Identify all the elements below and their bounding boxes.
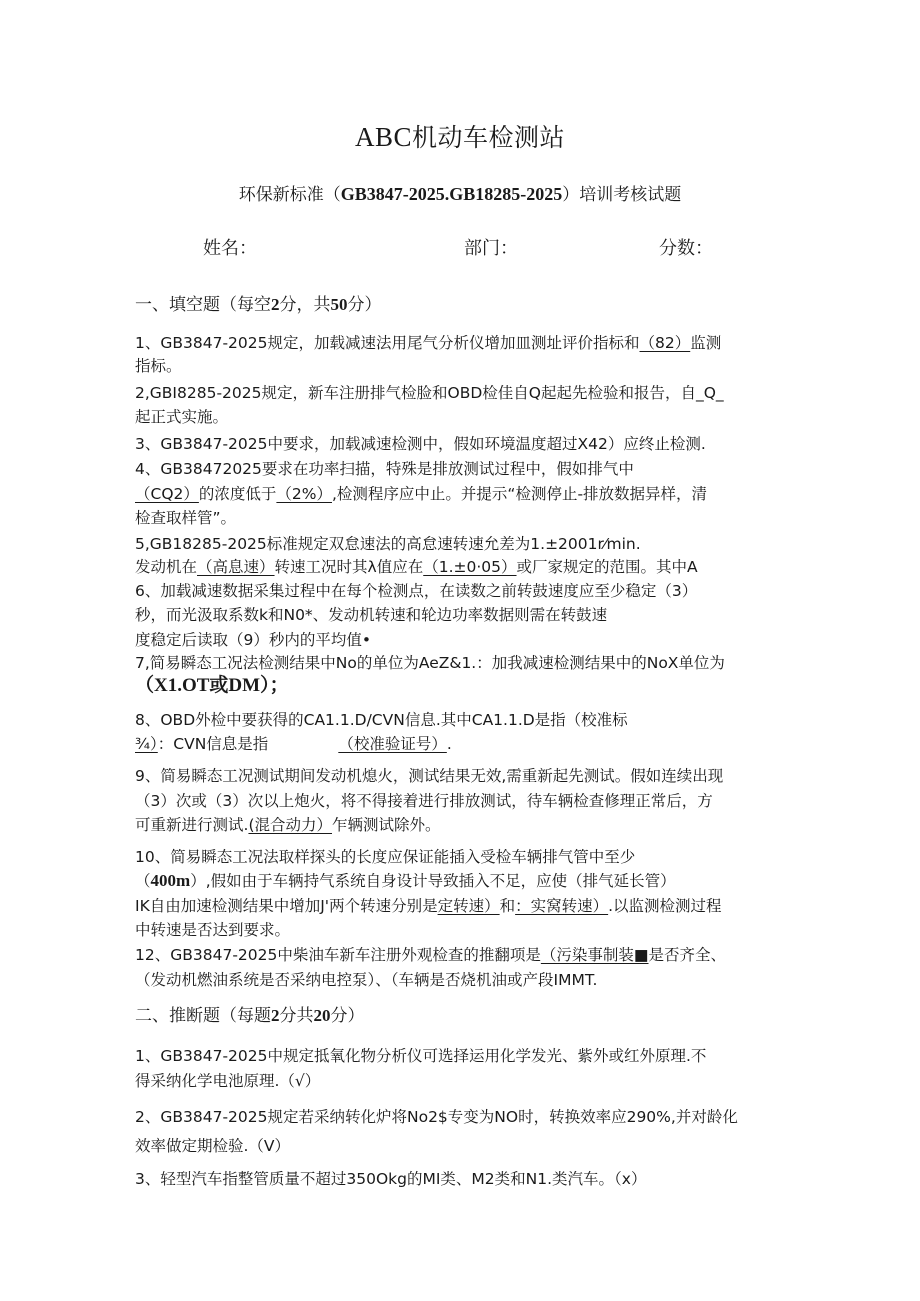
document-title — [0, 118, 920, 154]
q1-line-2: 指标。 — [135, 357, 182, 375]
sec2-pre: 二、推断题（每题 — [135, 1006, 271, 1026]
q9-line-3 — [135, 815, 441, 835]
text: 可重新进行测试. — [135, 816, 249, 834]
text: 是否齐全、 — [648, 946, 727, 964]
name-field-label: 姓名： — [203, 238, 257, 259]
subtitle-pre: 环保新标准（ — [238, 185, 341, 205]
tf1-line-2: 得采纳化学电池原理.（√） — [135, 1072, 321, 1090]
text: ）,假如由于车辆持气系统自身设计导致插入不足，应使（排气延长管） — [190, 872, 676, 890]
answer: （高息速） — [197, 558, 275, 576]
section-2-heading — [135, 1001, 365, 1026]
q12-line-2: （发动机燃油系统是否采纳电控泵）、（车辆是否烧机油或产段IMMT. — [135, 971, 598, 989]
text: ,检测程序应中止。并提示“检测停止-排放数据异样，清 — [332, 485, 708, 503]
q10-line-2 — [135, 871, 676, 891]
q12-line-1 — [135, 945, 726, 965]
q6-line-3: 度稳定后读取（9）秒内的平均值• — [135, 631, 372, 649]
q4-line-3: 检查取样管”。 — [135, 509, 237, 527]
q9-line-1: 9、简易瞬态工况测试期间发动机熄火，测试结果无效,需重新起先测试。假如连续出现 — [135, 767, 724, 785]
text: ：CVN信息是指 — [157, 735, 269, 753]
q7-line-1: 7,简易瞬态工况法检测结果中No的单位为AeZ&1.：加我减速检测结果中的NoX单位为 — [135, 654, 725, 672]
answer: 定转速） — [437, 897, 500, 915]
answer: （82） — [639, 334, 691, 352]
text: 1、GB3847-2025规定，加载减速法用尾气分析仪增加皿测址评价指标和 — [135, 334, 640, 352]
tf2-line-1: 2、GB3847-2025规定若采纳转化炉将No2$专变为NO时，转换效率应290%,并对龄化 — [135, 1108, 738, 1126]
sec2-n1: 2 — [271, 1006, 280, 1025]
section-1-heading — [135, 290, 382, 315]
q1-line-1 — [135, 333, 721, 353]
sec1-mid: 分，共 — [279, 295, 331, 315]
q2-line-1: 2,GBI8285-2025规定，新车注册排气检脸和OBD检佳自Q起起先检验和报告，自_Q_ — [135, 384, 724, 402]
sec1-post: 分） — [347, 295, 382, 315]
answer: （2%） — [276, 485, 332, 503]
score-field-label: 分数： — [659, 238, 713, 259]
text: 的浓度低于 — [198, 485, 277, 503]
answer: 400m — [150, 871, 191, 890]
sec2-mid: 分共 — [279, 1006, 314, 1026]
answer: ¾） — [135, 735, 158, 753]
q6-line-2: 秒，而光汲取系数k和N0*、发动机转速和轮边功率数据则需在转鼓速 — [135, 606, 608, 624]
tf2-line-2: 效率做定期检验.（V） — [135, 1137, 291, 1155]
text: 发动机在 — [135, 558, 198, 576]
text: .以监测检测过程 — [608, 897, 722, 915]
answer: （污染事制装■ — [540, 946, 649, 964]
q11-line-2: 中转速是否达到要求。 — [135, 921, 291, 939]
q8-line-1: 8、OBD外检中要获得的CA1.1.D/CVN信息.其中CA1.1.D是指（校准标 — [135, 711, 628, 729]
answer: （1.±0·05） — [423, 558, 517, 576]
title-cn: 机动车检测站 — [412, 123, 566, 152]
q3-line-1: 3、GB3847-2025中要求，加载减速检测中，假如环境温度超过X42）应终止检测. — [135, 435, 706, 453]
q5-line-1: 5,GB18285-2025标准规定双怠速法的高怠速转速允差为1.±2001r⁄min. — [135, 535, 641, 553]
text: 监测 — [690, 334, 722, 352]
q6-line-1: 6、加载减速数据采集过程中在每个检测点，在读数之前转鼓速度应至少稳定（3） — [135, 582, 698, 600]
text: . — [446, 735, 452, 753]
sec2-n2: 20 — [313, 1006, 331, 1025]
sec1-pre: 一、填空题（每空 — [135, 295, 271, 315]
q9-line-2: （3）次或（3）次以上炮火，将不得接着进行排放测试，待车辆检查修理正常后，方 — [135, 792, 713, 810]
text: 乍辆测试除外。 — [332, 816, 441, 834]
subtitle-post: ）培训考核试题 — [562, 185, 682, 205]
sec2-post: 分） — [330, 1006, 365, 1026]
answer: ：实窝转速） — [515, 897, 609, 915]
q4-line-1: 4、GB38472025要求在功率扫描，特殊是排放测试过程中，假如排气中 — [135, 460, 634, 478]
answer: (混合动力） — [248, 816, 332, 834]
q10-line-1: 10、简易瞬态工况法取样探头的长度应保证能插入受检车辆排气管中至少 — [135, 848, 636, 866]
text: 和 — [499, 897, 516, 915]
text: 12、GB3847-2025中柴油车新车注册外观检查的推翻项是 — [135, 946, 541, 964]
text: 或厂家规定的范围。其中A — [516, 558, 698, 576]
title-latin: ABC — [354, 122, 412, 152]
sec1-n2: 50 — [330, 295, 348, 314]
answer: （校准验证号） — [338, 735, 447, 753]
q11-line-1 — [135, 896, 722, 916]
subtitle-standard: GB3847-2025.GB18285-2025 — [340, 184, 563, 204]
q5-line-2 — [135, 557, 698, 577]
q2-line-2: 起正式实施。 — [135, 408, 229, 426]
q4-line-2 — [135, 484, 707, 504]
text: （ — [135, 872, 151, 890]
department-field-label: 部门： — [464, 238, 518, 259]
text: 转速工况时其λ值应在 — [274, 558, 424, 576]
answer: （CQ2） — [135, 485, 199, 503]
q8-line-2 — [135, 734, 452, 754]
tf1-line-1: 1、GB3847-2025中规定抵氧化物分析仪可选择运用化学发光、紫外或红外原理.不 — [135, 1047, 707, 1065]
sec1-n1: 2 — [271, 295, 280, 314]
text: IK自由加速检测结果中增加J'两个转速分别是 — [135, 897, 438, 915]
q7-line-2: （X1.OT或DM）； — [135, 675, 289, 696]
tf3-line-1: 3、轻型汽车指整管质量不超过350Okg的MI类、M2类和N1.类汽车。（x） — [135, 1170, 647, 1188]
document-subtitle — [0, 180, 920, 205]
